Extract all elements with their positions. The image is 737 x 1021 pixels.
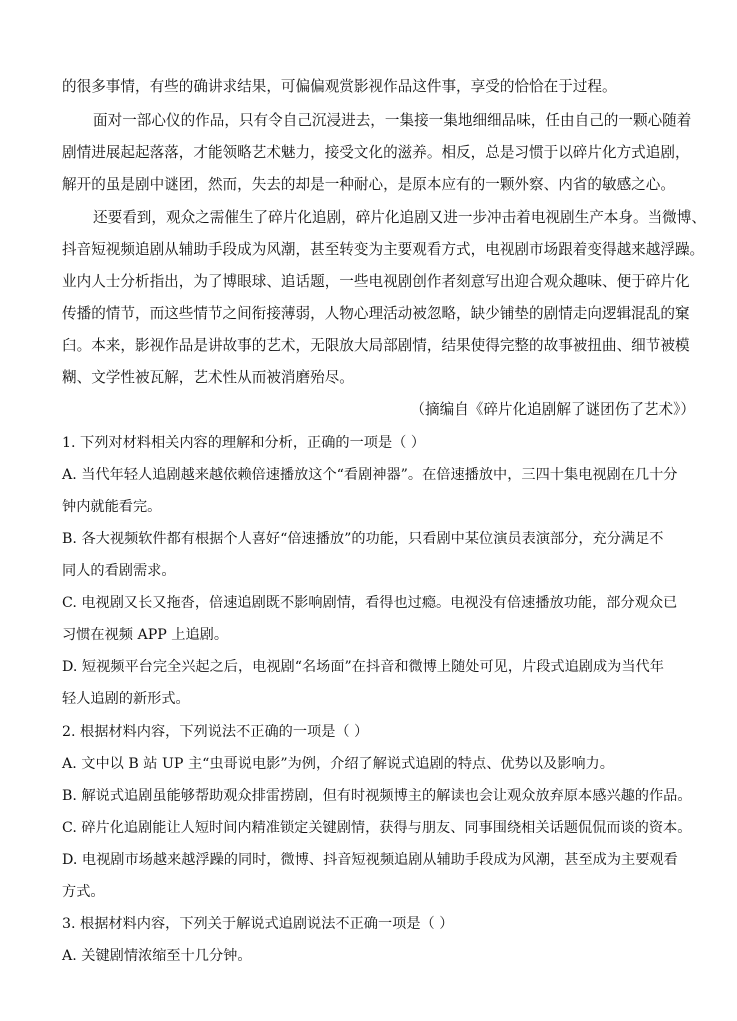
paragraph-2-line-5: 臼。本来，影视作品是讲故事的艺术，无限放大局部剧情，结果使得完整的故事被扭曲、细节被模 (62, 337, 690, 354)
source-citation: （摘编自《碎片化追剧解了谜团伤了艺术》） (410, 401, 695, 418)
paragraph-1-line-1: 面对一部心仪的作品，只有令自己沉浸进去，一集接一集地细细品味，任由自己的一颗心随着 (93, 112, 692, 129)
question-2-option-c: C. 碎片化追剧能让人短时间内精准锁定关键剧情，获得与朋友、同事围绕相关话题侃侃而谈的资本。 (62, 820, 692, 836)
paragraph-2-line-6: 糊、文学性被瓦解，艺术性从而被消磨殆尽。 (62, 369, 354, 386)
question-2-option-d-line-2: 方式。 (62, 884, 105, 900)
paragraph-1-line-2: 剧情进展起起落落，才能领略艺术魅力，接受文化的滋养。相反，总是习惯于以碎片化方式追剧， (62, 144, 690, 161)
question-2-option-d-line-1: D. 电视剧市场越来越浮躁的同时，微博、抖音短视频追剧从辅助手段成为风潮，甚至成为主要观看 (62, 852, 678, 868)
paragraph-2-line-4: 传播的情节，而这些情节之间衔接薄弱，人物心理活动被忽略，缺少铺垫的剧情走向逻辑混乱的窠 (62, 305, 690, 322)
question-1-option-b-line-2: 同人的看剧需求。 (62, 563, 176, 579)
question-1-option-b-line-1: B. 各大视频软件都有根据个人喜好“倍速播放”的功能，只看剧中某位演员表演部分，充分满足不 (62, 531, 664, 547)
question-1-option-c-line-1: C. 电视剧又长又拖沓，倍速追剧既不影响剧情，看得也过瘾。电视没有倍速播放功能，部分观众已 (62, 595, 678, 611)
question-1-option-c-line-2: 习惯在视频 APP 上追剧。 (62, 627, 229, 643)
question-1-option-d-line-1: D. 短视频平台完全兴起之后，电视剧“名场面”在抖音和微博上随处可见，片段式追剧成为当代年 (62, 659, 664, 675)
paragraph-2-line-2: 抖音短视频追剧从辅助手段成为风潮，甚至转变为主要观看方式，电视剧市场跟着变得越来越浮躁。 (62, 241, 705, 258)
paragraph-1-line-3: 解开的虽是剧中谜团，然而，失去的却是一种耐心，是原本应有的一颗外察、内省的敏感之心。 (62, 176, 675, 193)
paragraph-2-line-1: 还要看到，观众之需催生了碎片化追剧，碎片化追剧又进一步冲击着电视剧生产本身。当微博、 (93, 209, 706, 226)
question-1-stem: 1. 下列对材料相关内容的理解和分析，正确的一项是（ ） (62, 435, 426, 451)
question-1-option-a-line-2: 钟内就能看完。 (62, 499, 162, 515)
question-2-option-a: A. 文中以 B 站 UP 主“虫哥说电影”为例，介绍了解说式追剧的特点、优势以及影响力。 (62, 756, 614, 772)
paragraph-intro-line-1: 的很多事情，有些的确讲求结果，可偏偏观赏影视作品这件事，享受的恰恰在于过程。 (62, 78, 617, 95)
question-1-option-d-line-2: 轻人追剧的新形式。 (62, 691, 190, 707)
question-2-stem: 2. 根据材料内容，下列说法不正确的一项是（ ） (62, 724, 369, 740)
question-3-stem: 3. 根据材料内容，下列关于解说式追剧说法不正确一项是（ ） (62, 916, 454, 932)
question-1-option-a-line-1: A. 当代年轻人追剧越来越依赖倍速播放这个“看剧神器”。在倍速播放中，三四十集电视剧在几十分 (62, 467, 678, 483)
question-2-option-b: B. 解说式追剧虽能够帮助观众排雷捞剧，但有时视频博主的解读也会让观众放弃原本感兴趣的作品。 (62, 788, 692, 804)
paragraph-2-line-3: 业内人士分析指出，为了博眼球、追话题，一些电视剧创作者刻意写出迎合观众趣味、便于碎片化 (62, 273, 690, 290)
question-3-option-a: A. 关键剧情浓缩至十几分钟。 (62, 948, 252, 964)
